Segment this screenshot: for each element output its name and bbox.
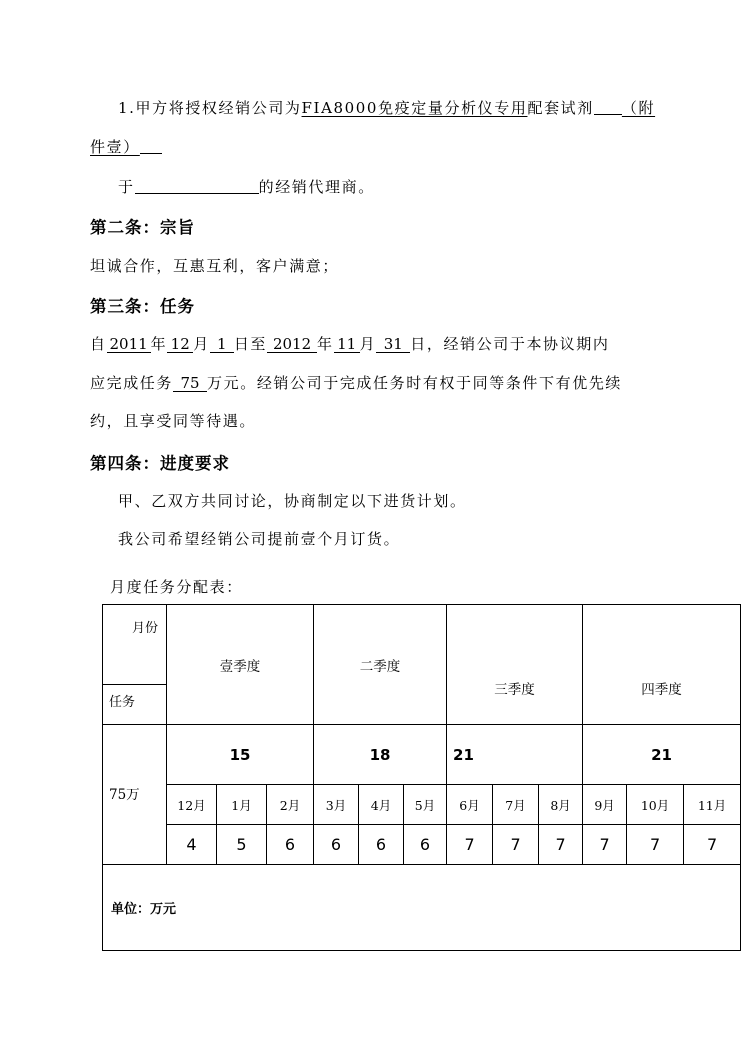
month-label: 11月 (684, 785, 741, 825)
para1-product: FIA8000免疫定量分析仪专用 (301, 99, 528, 117)
month-label: 1月 (217, 785, 267, 825)
article3-line2 (90, 372, 622, 393)
quarter-3-value: 21 (447, 725, 583, 785)
month-label: 8月 (539, 785, 583, 825)
month-char: 月 (193, 335, 210, 353)
quarter-2-value: 18 (314, 725, 447, 785)
end-year: 2012 (267, 336, 317, 353)
table-caption: 月度任务分配表： (110, 578, 243, 596)
start-day: 1 (210, 336, 234, 353)
start-month: 12 (167, 336, 193, 353)
para1-number: 1. (118, 99, 136, 117)
article4-line1: 甲、乙双方共同讨论，协商制定以下进货计划。 (118, 492, 467, 510)
quarter-4-value: 21 (583, 725, 741, 785)
para1-text-b: 配套试剂 (527, 99, 594, 117)
start-year: 2011 (107, 336, 151, 353)
month-label: 12月 (167, 785, 217, 825)
quarter-3-label: 三季度 (447, 605, 583, 725)
para1-line1 (118, 97, 655, 118)
header-month-label: 月份 (131, 621, 158, 636)
year-char: 年 (150, 335, 168, 353)
day-to: 日至 (233, 335, 268, 353)
article4-heading: 第四条：进度要求 (90, 454, 230, 473)
month-value: 7 (539, 825, 583, 865)
article2-body: 坦诚合作，互惠互利，客户满意； (90, 257, 340, 275)
para2-blank (135, 177, 259, 194)
end-month: 11 (334, 336, 360, 353)
article2-heading: 第二条：宗旨 (90, 218, 195, 237)
quarter-4-label: 四季度 (583, 605, 741, 725)
month-label: 7月 (493, 785, 539, 825)
month-label: 4月 (359, 785, 404, 825)
month-value: 5 (217, 825, 267, 865)
para1-blank-2 (140, 137, 162, 154)
para1-attach-open: （附 (621, 99, 656, 117)
line2-a: 应完成任务 (90, 374, 174, 392)
end-day: 31 (376, 336, 410, 353)
total-task-cell: 75万 (103, 725, 167, 865)
article3-heading: 第三条：任务 (90, 297, 195, 316)
quarter-1-label: 壹季度 (167, 605, 314, 725)
article3-line3: 约，且享受同等待遇。 (90, 412, 257, 430)
month-char-2: 月 (359, 335, 377, 353)
month-value: 4 (167, 825, 217, 865)
para2-suffix: 的经销代理商。 (258, 178, 375, 196)
para1-attach-close: 件壹） (90, 138, 140, 156)
year-char-2: 年 (317, 335, 334, 353)
line2-b: 万元。经销公司于完成任务时有权于同等条件下有优先续 (207, 374, 623, 392)
month-value: 7 (583, 825, 627, 865)
para2-prefix: 于 (118, 178, 135, 196)
month-label: 9月 (583, 785, 627, 825)
monthly-task-table (102, 604, 741, 951)
month-label: 6月 (447, 785, 493, 825)
quarter-2-label: 二季度 (314, 605, 447, 725)
month-label: 3月 (314, 785, 359, 825)
day-tail: 日，经销公司于本协议期内 (410, 335, 610, 353)
month-value: 6 (404, 825, 447, 865)
month-value: 7 (684, 825, 741, 865)
month-value: 6 (359, 825, 404, 865)
header-corner-cell (103, 605, 167, 725)
month-label: 5月 (404, 785, 447, 825)
month-label: 10月 (627, 785, 684, 825)
para1-text-a: 甲方将授权经销公司为 (135, 99, 302, 117)
month-value: 7 (447, 825, 493, 865)
month-value: 6 (267, 825, 314, 865)
unit-note: 单位：万元 (103, 865, 741, 951)
article4-line2: 我公司希望经销公司提前壹个月订货。 (118, 530, 401, 548)
para1-line2 (90, 136, 162, 157)
article3-from: 自 (90, 335, 107, 353)
article3-line1 (90, 333, 609, 354)
month-value: 6 (314, 825, 359, 865)
month-value: 7 (627, 825, 684, 865)
para2 (118, 176, 375, 197)
task-amount: 75 (173, 375, 207, 392)
month-label: 2月 (267, 785, 314, 825)
quarter-1-value: 15 (167, 725, 314, 785)
para1-blank (594, 98, 622, 115)
header-task-label: 任务 (109, 695, 136, 710)
month-value: 7 (493, 825, 539, 865)
